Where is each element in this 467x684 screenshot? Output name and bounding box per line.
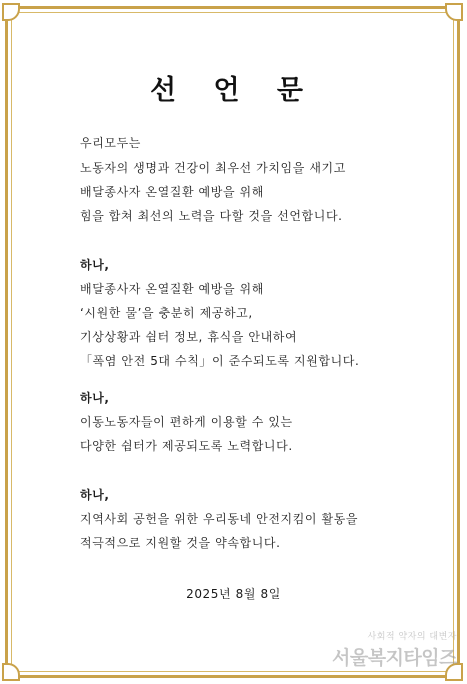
pledge-line: 지역사회 공헌을 위한 우리동네 안전지킴이 활동을	[80, 512, 359, 526]
pledge-heading: 하나,	[80, 391, 110, 405]
pledge-line: 다양한 쉼터가 제공되도록 노력합니다.	[80, 439, 293, 453]
document-date: 2025년 8월 8일	[186, 587, 281, 601]
pledge-line: 적극적으로 지원할 것을 약속합니다.	[80, 536, 281, 550]
pledge-line: 「폭염 안전 5대 수칙」이 준수되도록 지원합니다.	[80, 354, 360, 368]
pledge-line: ‘시원한 물’을 충분히 제공하고,	[80, 306, 253, 320]
intro-line: 힘을 합쳐 최선의 노력을 다할 것을 선언합니다.	[80, 209, 343, 223]
intro-line: 우리모두는	[80, 136, 141, 150]
intro-line: 노동자의 생명과 건강이 최우선 가치임을 새기고	[80, 161, 346, 175]
intro-line: 배달종사자 온열질환 예방을 위해	[80, 185, 264, 199]
pledge-line: 배달종사자 온열질환 예방을 위해	[80, 282, 264, 296]
pledge-line: 기상상황과 쉼터 정보, 휴식을 안내하여	[80, 330, 298, 344]
publisher-watermark	[332, 629, 457, 670]
document-title: 선 언 문	[149, 75, 318, 106]
pledge-heading: 하나,	[80, 488, 110, 502]
pledge-heading: 하나,	[80, 258, 110, 272]
pledge-line: 이동노동자들이 편하게 이용할 수 있는	[80, 415, 293, 429]
watermark-brand: 서울복지타임즈	[332, 647, 457, 669]
watermark-tagline: 사회적 약자의 대변자	[367, 632, 457, 642]
